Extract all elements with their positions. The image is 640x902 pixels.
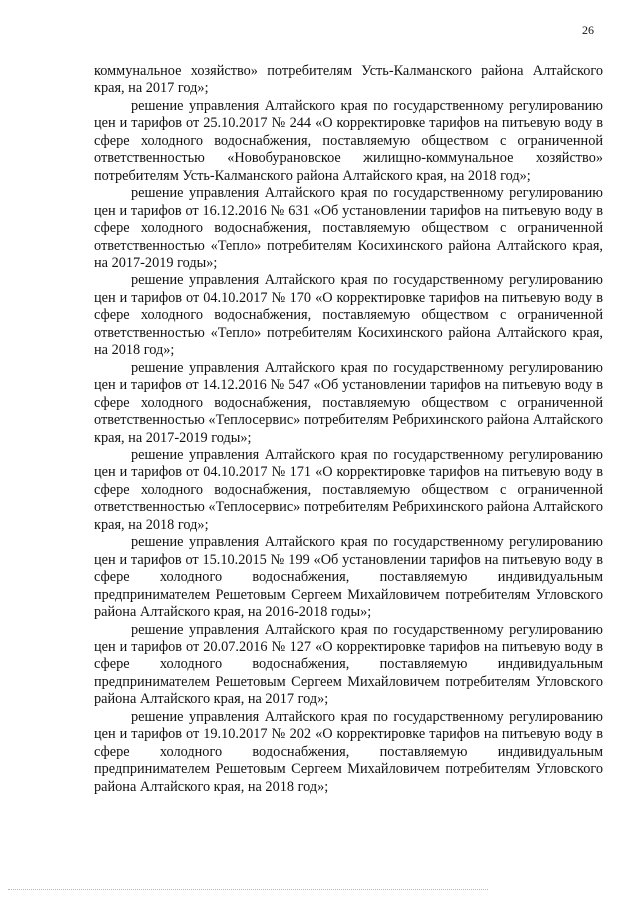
paragraph-decision-202: решение управления Алтайского края по государственному регулированию цен и тарифов от 19.10.2017 № 202 «О корректировке тарифов на питьевую воду в сфере холодного водоснабжения, поставляемую индивидуальным предпринимателем Решетовым Сергеем Михайловичем потребителям Угловского района Алтайского края, на 2018 год»; [94, 708, 603, 795]
paragraph-decision-631: решение управления Алтайского края по государственному регулированию цен и тарифов от 16.12.2016 № 631 «Об установлении тарифов на питьевую воду в сфере холодного водоснабжения, поставляемую обществом с ограниченной ответственностью «Тепло» потребителям Косихинского района Алтайского края, на 2017-2019 годы»; [94, 185, 603, 271]
paragraph-decision-547: решение управления Алтайского края по государственному регулированию цен и тарифов от 14.12.2016 № 547 «Об установлении тарифов на питьевую воду в сфере холодного водоснабжения, поставляемую обществом с ограниченной ответственностью «Теплосервис» потребителям Ребрихинского района Алтайского края, на 2017-2019 годы»; [94, 359, 603, 446]
paragraph-decision-199: решение управления Алтайского края по государственному регулированию цен и тарифов от 15.10.2015 № 199 «Об установлении тарифов на питьевую воду в сфере холодного водоснабжения, поставляемую индивидуальным предпринимателем Решетовым Сергеем Михайловичем потребителям Угловского района Алтайского края, на 2016-2018 годы»; [94, 534, 603, 621]
paragraph-decision-244: решение управления Алтайского края по государственному регулированию цен и тарифов от 25.10.2017 № 244 «О корректировке тарифов на питьевую воду в сфере холодного водоснабжения, поставляемую обществом с ограниченной ответственностью «Новобурановское жилищно-коммунальное хозяйство» потребителям Усть-Калманского района Алтайского края, на 2018 год»; [94, 97, 603, 184]
document-body [94, 63, 603, 796]
paragraph-continuation: коммунальное хозяйство» потребителям Усть-Калманского района Алтайского края, на 2017 год»; [94, 63, 603, 97]
paragraph-decision-170: решение управления Алтайского края по государственному регулированию цен и тарифов от 04.10.2017 № 170 «О корректировке тарифов на питьевую воду в сфере холодного водоснабжения, поставляемую обществом с ограниченной ответственностью «Тепло» потребителям Косихинского района Алтайского края, на 2018 год»; [94, 272, 603, 359]
paragraph-decision-171: решение управления Алтайского края по государственному регулированию цен и тарифов от 04.10.2017 № 171 «О корректировке тарифов на питьевую воду в сфере холодного водоснабжения, поставляемую обществом с ограниченной ответственностью «Теплосервис» потребителям Ребрихинского района Алтайского края, на 2018 год»; [94, 446, 603, 533]
page-bottom-divider [8, 889, 488, 890]
paragraph-decision-127: решение управления Алтайского края по государственному регулированию цен и тарифов от 20.07.2016 № 127 «О корректировке тарифов на питьевую воду в сфере холодного водоснабжения, поставляемую индивидуальным предпринимателем Решетовым Сергеем Михайловичем потребителям Угловского района Алтайского края, на 2017 год»; [94, 621, 603, 708]
page-number: 26 [582, 23, 594, 37]
